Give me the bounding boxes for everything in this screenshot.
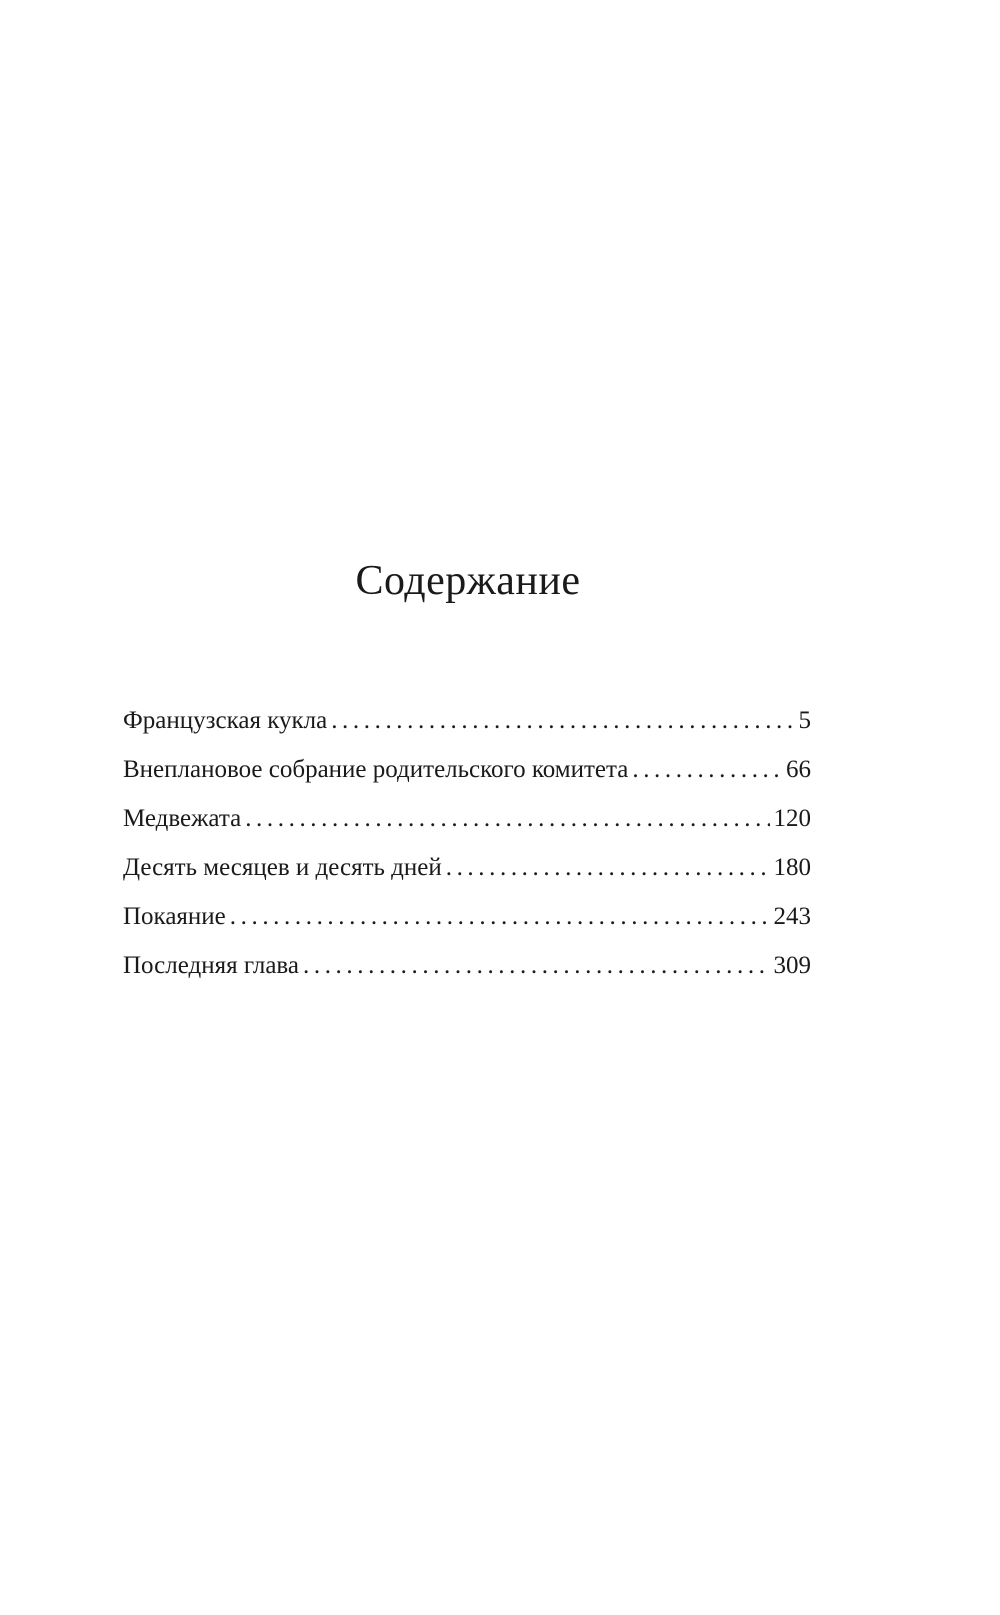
toc-entry-title: Внеплановое собрание родительского комитета [123,756,629,783]
dot-leader [245,806,769,831]
dot-leader [230,904,770,929]
toc-entry [123,953,811,1002]
toc-entry [123,806,811,855]
toc-entry-title: Покаяние [123,903,226,930]
dot-leader [303,953,770,978]
toc-entry-page: 180 [773,854,811,881]
toc-entry-title: Последняя глава [123,952,299,979]
toc-title: Содержание [355,558,581,604]
dot-leader [331,708,794,733]
dot-leader [632,757,782,782]
toc-entry-title: Французская кукла [123,707,328,734]
dot-leader [446,855,770,880]
toc-entry-title: Медвежата [123,805,242,832]
toc-entry-page: 243 [773,903,811,930]
toc-entry [123,855,811,904]
toc-entry [123,708,811,757]
toc-list [123,708,811,1002]
toc-entry-page: 5 [798,707,811,734]
toc-entry-page: 120 [773,805,811,832]
toc-entry-title: Десять месяцев и десять дней [123,854,442,881]
toc-entry [123,757,811,806]
toc-entry [123,904,811,953]
toc-entry-page: 309 [773,952,811,979]
toc-entry-page: 66 [786,756,811,783]
